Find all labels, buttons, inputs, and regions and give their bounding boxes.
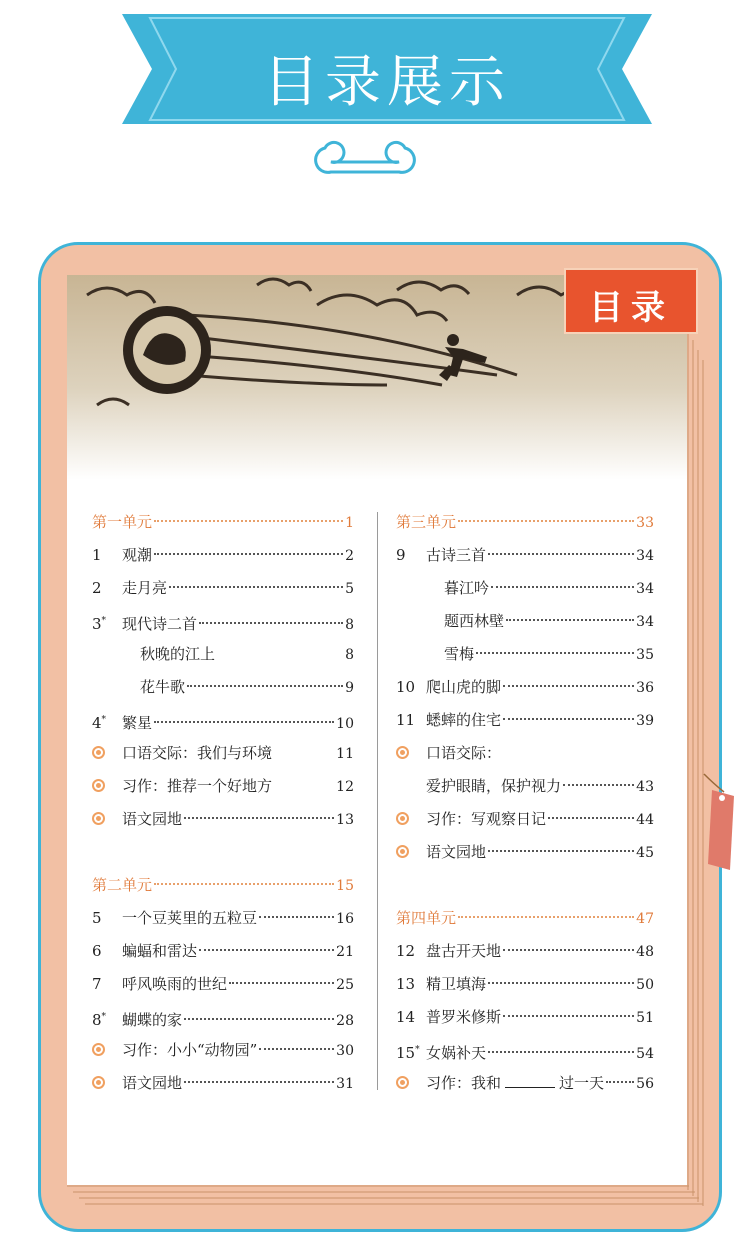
unit-title: 第三单元 — [396, 513, 457, 531]
activity-title: 习作：小小“动物园” — [122, 1041, 258, 1059]
circle-bullet-icon — [396, 1076, 409, 1089]
lesson-number: 15* — [396, 1044, 420, 1062]
page-number: 15 — [336, 878, 354, 894]
page-bottom-edges — [67, 1183, 707, 1213]
lesson-title: 蟋蟀的住宅 — [426, 711, 502, 729]
poem-title: 雪梅 — [444, 645, 475, 663]
toc-entry[interactable] — [396, 539, 654, 572]
toc-unit-4[interactable] — [396, 902, 654, 935]
page-number: 34 — [636, 581, 654, 597]
lesson-number: 12 — [396, 942, 416, 960]
circle-bullet-icon — [92, 1043, 105, 1056]
lesson-title: 走月亮 — [122, 579, 168, 597]
poem-title: 秋晚的江上 — [140, 645, 216, 663]
circle-bullet-icon — [92, 1076, 105, 1089]
lesson-number: 14 — [396, 1008, 416, 1026]
activity-title: 习作：推荐一个好地方 — [122, 777, 273, 795]
unit-title: 第一单元 — [92, 513, 153, 531]
activity-title: 习作：我和 过一天 — [426, 1074, 605, 1092]
toc-subentry[interactable] — [396, 572, 654, 605]
unit-title: 第二单元 — [92, 876, 153, 894]
lesson-number: 8* — [92, 1011, 107, 1029]
activity-title: 口语交际：我们与环境 — [122, 744, 273, 762]
circle-bullet-icon — [92, 812, 105, 825]
page-number: 43 — [636, 779, 654, 795]
toc-entry[interactable] — [92, 770, 354, 803]
lesson-title: 一个豆荚里的五粒豆 — [122, 909, 258, 927]
page-number: 8 — [345, 617, 354, 633]
lesson-title: 观潮 — [122, 546, 153, 564]
page-number: 13 — [336, 812, 354, 828]
lesson-number: 6 — [92, 942, 102, 960]
toc-unit-3[interactable] — [396, 506, 654, 539]
page-number: 5 — [345, 581, 354, 597]
page-number: 33 — [636, 515, 654, 531]
toc-entry[interactable] — [396, 836, 654, 869]
activity-subtitle: 爱护眼睛，保护视力 — [426, 777, 562, 795]
page-number: 56 — [636, 1076, 654, 1092]
page-number: 36 — [636, 680, 654, 696]
poem-title: 暮江吟 — [444, 579, 490, 597]
toc-entry[interactable] — [92, 605, 354, 638]
lesson-number: 9 — [396, 546, 406, 564]
page-number: 39 — [636, 713, 654, 729]
lesson-number: 3* — [92, 615, 107, 633]
optional-mark-icon: * — [101, 616, 107, 626]
page-number: 31 — [336, 1076, 354, 1092]
toc-entry[interactable] — [92, 572, 354, 605]
lesson-number: 10 — [396, 678, 416, 696]
page-number: 30 — [336, 1043, 354, 1059]
page-number: 44 — [636, 812, 654, 828]
lesson-title: 蝴蝶的家 — [122, 1011, 183, 1029]
page-number: 1 — [345, 515, 354, 531]
circle-bullet-icon — [396, 845, 409, 858]
toc-entry[interactable] — [92, 539, 354, 572]
page-number: 34 — [636, 548, 654, 564]
toc-entry[interactable] — [92, 902, 354, 935]
page-number: 11 — [336, 746, 354, 762]
banner-title: 目录展示 — [263, 50, 511, 115]
activity-title: 习作：写观察日记 — [426, 810, 547, 828]
toc-entry[interactable] — [92, 968, 354, 1001]
lesson-title: 古诗三首 — [426, 546, 487, 564]
activity-title: 口语交际： — [426, 744, 502, 762]
page-number: 25 — [336, 977, 354, 993]
page-number: 51 — [636, 1010, 654, 1026]
toc-entry[interactable] — [396, 803, 654, 836]
optional-mark-icon: * — [415, 1045, 420, 1055]
toc-subentry[interactable] — [396, 770, 654, 803]
lesson-title: 蝙蝠和雷达 — [122, 942, 198, 960]
column-divider — [377, 512, 378, 1090]
toc-entry[interactable] — [92, 803, 354, 836]
toc-unit-2[interactable] — [92, 869, 354, 902]
lesson-title: 精卫填海 — [426, 975, 487, 993]
toc-entry[interactable] — [92, 704, 354, 737]
contents-tab — [564, 268, 698, 334]
contents-tab-label: 目录 — [589, 288, 673, 328]
page-number: 10 — [336, 716, 354, 732]
toc-entry[interactable] — [396, 968, 654, 1001]
header-banner — [122, 14, 652, 124]
lesson-number: 11 — [396, 711, 416, 729]
page-number: 54 — [636, 1046, 654, 1062]
lesson-number: 1 — [92, 546, 102, 564]
bone-icon — [305, 140, 425, 180]
toc-subentry[interactable] — [92, 638, 354, 671]
lesson-title: 普罗米修斯 — [426, 1008, 502, 1026]
page-number: 47 — [636, 911, 654, 927]
lesson-title: 爬山虎的脚 — [426, 678, 502, 696]
toc-subentry[interactable] — [396, 638, 654, 671]
page-number: 45 — [636, 845, 654, 861]
toc-subentry[interactable] — [92, 671, 354, 704]
toc-entry[interactable] — [396, 1001, 654, 1034]
lesson-title: 女娲补天 — [426, 1044, 487, 1062]
page-number: 2 — [345, 548, 354, 564]
circle-bullet-icon — [92, 779, 105, 792]
poem-title: 题西林壁 — [444, 612, 505, 630]
page-number: 12 — [336, 779, 354, 795]
toc-left-column — [92, 506, 354, 1100]
toc-right-column — [396, 506, 654, 1100]
circle-bullet-icon — [92, 746, 105, 759]
activity-title: 语文园地 — [122, 1074, 183, 1092]
page-number: 9 — [345, 680, 354, 696]
toc-entry[interactable] — [396, 671, 654, 704]
circle-bullet-icon — [396, 812, 409, 825]
toc-entry[interactable] — [92, 1067, 354, 1100]
circle-bullet-icon — [396, 746, 409, 759]
page-number: 28 — [336, 1013, 354, 1029]
activity-title: 语文园地 — [426, 843, 487, 861]
lesson-title: 盘古开天地 — [426, 942, 502, 960]
toc-entry[interactable] — [92, 935, 354, 968]
page-number: 50 — [636, 977, 654, 993]
optional-mark-icon: * — [101, 1012, 107, 1022]
toc-entry[interactable] — [396, 1067, 654, 1100]
fill-in-blank — [505, 1072, 555, 1088]
lesson-number: 7 — [92, 975, 102, 993]
lesson-number: 4* — [92, 714, 107, 732]
page-number: 8 — [345, 647, 354, 663]
lesson-number: 5 — [92, 909, 102, 927]
toc-subentry[interactable] — [396, 605, 654, 638]
toc-entry[interactable] — [92, 1001, 354, 1034]
toc-entry[interactable] — [396, 1034, 654, 1067]
lesson-title: 繁星 — [122, 714, 153, 732]
lesson-number: 2 — [92, 579, 102, 597]
page-number: 48 — [636, 944, 654, 960]
toc-entry[interactable] — [396, 737, 654, 770]
lesson-title: 呼风唤雨的世纪 — [122, 975, 228, 993]
lesson-number: 13 — [396, 975, 416, 993]
toc-entry[interactable] — [92, 1034, 354, 1067]
page-number: 35 — [636, 647, 654, 663]
toc-entry[interactable] — [396, 935, 654, 968]
toc-unit-1[interactable] — [92, 506, 354, 539]
page-number: 34 — [636, 614, 654, 630]
lesson-title: 现代诗二首 — [122, 615, 198, 633]
toc-entry[interactable] — [92, 737, 354, 770]
poem-title: 花牛歌 — [140, 678, 186, 696]
activity-title: 语文园地 — [122, 810, 183, 828]
bookmark-icon — [700, 770, 740, 880]
toc-entry[interactable] — [396, 704, 654, 737]
optional-mark-icon: * — [101, 715, 107, 725]
page-number: 21 — [336, 944, 354, 960]
page-number: 16 — [336, 911, 354, 927]
unit-title: 第四单元 — [396, 909, 457, 927]
